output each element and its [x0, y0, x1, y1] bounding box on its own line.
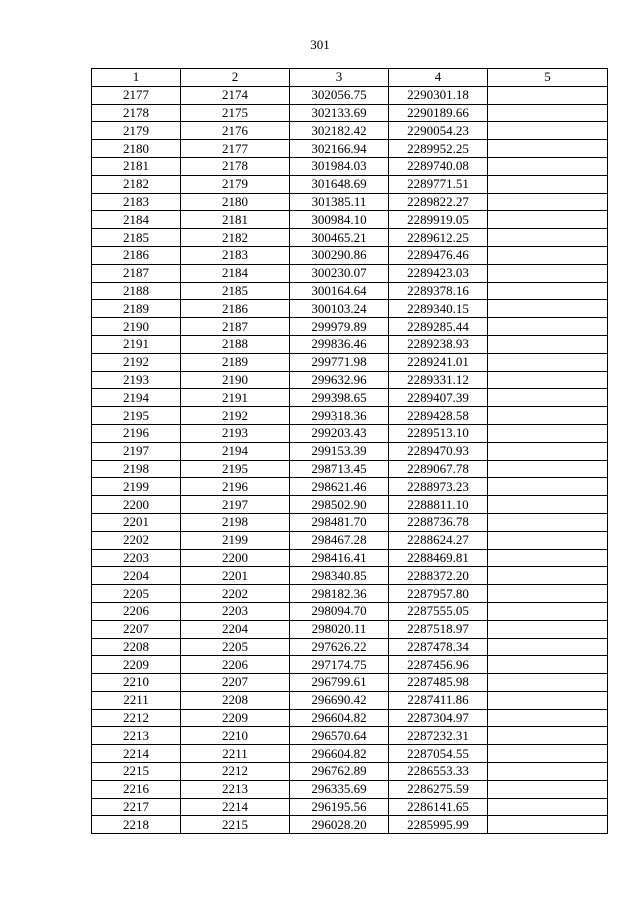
table-cell-col-5: [488, 140, 608, 158]
table-cell-col-4: 2289067.78: [389, 460, 488, 478]
table-cell-col-1: 2178: [92, 104, 181, 122]
table-cell-col-4: 2287054.55: [389, 745, 488, 763]
table-cell-col-2: 2175: [181, 104, 290, 122]
table-row: [92, 211, 608, 229]
table-cell-col-5: [488, 157, 608, 175]
table-row: [92, 602, 608, 620]
table-cell-col-2: 2185: [181, 282, 290, 300]
table-cell-col-5: [488, 816, 608, 834]
table-row: [92, 496, 608, 514]
table-cell-col-5: [488, 211, 608, 229]
table-cell-col-5: [488, 122, 608, 140]
table-cell-col-2: 2174: [181, 86, 290, 104]
table-cell-col-4: 2289331.12: [389, 371, 488, 389]
table-row: [92, 709, 608, 727]
table-row: [92, 389, 608, 407]
table-cell-col-4: 2290301.18: [389, 86, 488, 104]
table-cell-col-1: 2202: [92, 531, 181, 549]
table-cell-col-1: 2203: [92, 549, 181, 567]
table-cell-col-1: 2186: [92, 246, 181, 264]
column-header-1: 1: [92, 69, 181, 87]
table-cell-col-2: 2179: [181, 175, 290, 193]
table-cell-col-5: [488, 780, 608, 798]
table-cell-col-4: 2290054.23: [389, 122, 488, 140]
table-cell-col-2: 2214: [181, 798, 290, 816]
table-cell-col-5: [488, 424, 608, 442]
table-cell-col-1: 2180: [92, 140, 181, 158]
table-cell-col-4: 2288372.20: [389, 567, 488, 585]
table-cell-col-5: [488, 531, 608, 549]
table-cell-col-4: 2289378.16: [389, 282, 488, 300]
table-cell-col-2: 2204: [181, 620, 290, 638]
table-cell-col-4: 2289241.01: [389, 353, 488, 371]
table-cell-col-1: 2209: [92, 656, 181, 674]
table-cell-col-4: 2287304.97: [389, 709, 488, 727]
table-body: [92, 86, 608, 833]
table-cell-col-2: 2208: [181, 691, 290, 709]
table-cell-col-1: 2197: [92, 442, 181, 460]
table-cell-col-5: [488, 442, 608, 460]
table-cell-col-1: 2193: [92, 371, 181, 389]
table-row: [92, 335, 608, 353]
table-row: [92, 674, 608, 692]
table-cell-col-4: 2289340.15: [389, 300, 488, 318]
table-cell-col-4: 2289423.03: [389, 264, 488, 282]
table-row: [92, 780, 608, 798]
table-cell-col-1: 2182: [92, 175, 181, 193]
table-cell-col-3: 299836.46: [290, 335, 389, 353]
table-cell-col-4: 2289771.51: [389, 175, 488, 193]
table-cell-col-1: 2194: [92, 389, 181, 407]
table-cell-col-5: [488, 104, 608, 122]
table-row: [92, 478, 608, 496]
table-cell-col-2: 2199: [181, 531, 290, 549]
table-cell-col-2: 2202: [181, 585, 290, 603]
header-row: [92, 69, 608, 87]
table-cell-col-3: 300230.07: [290, 264, 389, 282]
table-row: [92, 157, 608, 175]
table-cell-col-5: [488, 691, 608, 709]
table-cell-col-5: [488, 175, 608, 193]
table-cell-col-1: 2207: [92, 620, 181, 638]
table-cell-col-3: 297174.75: [290, 656, 389, 674]
table-cell-col-5: [488, 638, 608, 656]
table-cell-col-5: [488, 585, 608, 603]
coordinates-table: [91, 68, 608, 834]
table-cell-col-2: 2178: [181, 157, 290, 175]
table-cell-col-1: 2196: [92, 424, 181, 442]
table-cell-col-1: 2204: [92, 567, 181, 585]
table-cell-col-1: 2181: [92, 157, 181, 175]
table-row: [92, 691, 608, 709]
table-cell-col-5: [488, 246, 608, 264]
table-row: [92, 140, 608, 158]
table-cell-col-1: 2216: [92, 780, 181, 798]
table-cell-col-5: [488, 745, 608, 763]
table-cell-col-5: [488, 567, 608, 585]
table-cell-col-2: 2197: [181, 496, 290, 514]
table-cell-col-5: [488, 602, 608, 620]
table-cell-col-4: 2287456.96: [389, 656, 488, 674]
table-cell-col-2: 2207: [181, 674, 290, 692]
table-cell-col-3: 298502.90: [290, 496, 389, 514]
table-cell-col-2: 2190: [181, 371, 290, 389]
table-row: [92, 282, 608, 300]
table-cell-col-1: 2211: [92, 691, 181, 709]
table-cell-col-5: [488, 300, 608, 318]
table-row: [92, 620, 608, 638]
table-row: [92, 585, 608, 603]
table-cell-col-2: 2189: [181, 353, 290, 371]
table-cell-col-5: [488, 318, 608, 336]
table-cell-col-2: 2188: [181, 335, 290, 353]
table-row: [92, 567, 608, 585]
table-cell-col-5: [488, 86, 608, 104]
table-cell-col-2: 2206: [181, 656, 290, 674]
table-cell-col-2: 2209: [181, 709, 290, 727]
table-cell-col-2: 2192: [181, 407, 290, 425]
table-cell-col-2: 2211: [181, 745, 290, 763]
table-cell-col-4: 2289407.39: [389, 389, 488, 407]
table-cell-col-3: 300290.86: [290, 246, 389, 264]
table-row: [92, 318, 608, 336]
table-cell-col-1: 2188: [92, 282, 181, 300]
table-row: [92, 638, 608, 656]
table-cell-col-2: 2205: [181, 638, 290, 656]
table-row: [92, 353, 608, 371]
table-row: [92, 656, 608, 674]
table-cell-col-3: 299203.43: [290, 424, 389, 442]
table-cell-col-2: 2180: [181, 193, 290, 211]
table-cell-col-4: 2286275.59: [389, 780, 488, 798]
table-cell-col-1: 2198: [92, 460, 181, 478]
table-cell-col-2: 2203: [181, 602, 290, 620]
table-cell-col-1: 2179: [92, 122, 181, 140]
table-cell-col-2: 2181: [181, 211, 290, 229]
table-cell-col-5: [488, 282, 608, 300]
table-cell-col-4: 2289238.93: [389, 335, 488, 353]
table-row: [92, 531, 608, 549]
table-cell-col-1: 2213: [92, 727, 181, 745]
table-cell-col-4: 2289470.93: [389, 442, 488, 460]
table-cell-col-5: [488, 496, 608, 514]
table-cell-col-1: 2218: [92, 816, 181, 834]
table-cell-col-4: 2289822.27: [389, 193, 488, 211]
table-cell-col-3: 302182.42: [290, 122, 389, 140]
table-row: [92, 460, 608, 478]
table-cell-col-4: 2289476.46: [389, 246, 488, 264]
table-cell-col-2: 2182: [181, 229, 290, 247]
table-row: [92, 300, 608, 318]
table-cell-col-4: 2286553.33: [389, 763, 488, 781]
table-cell-col-1: 2184: [92, 211, 181, 229]
table-cell-col-3: 296799.61: [290, 674, 389, 692]
table-cell-col-1: 2190: [92, 318, 181, 336]
table-row: [92, 86, 608, 104]
column-header-2: 2: [181, 69, 290, 87]
table-cell-col-4: 2289919.05: [389, 211, 488, 229]
table-cell-col-1: 2212: [92, 709, 181, 727]
table-cell-col-5: [488, 193, 608, 211]
table-cell-col-3: 298020.11: [290, 620, 389, 638]
table-cell-col-3: 300164.64: [290, 282, 389, 300]
table-cell-col-3: 300984.10: [290, 211, 389, 229]
column-header-5: 5: [488, 69, 608, 87]
table-cell-col-3: 296690.42: [290, 691, 389, 709]
table-cell-col-5: [488, 763, 608, 781]
table-cell-col-3: 296028.20: [290, 816, 389, 834]
table-cell-col-5: [488, 264, 608, 282]
table-cell-col-4: 2285995.99: [389, 816, 488, 834]
table-cell-col-4: 2288624.27: [389, 531, 488, 549]
table-cell-col-3: 298340.85: [290, 567, 389, 585]
table-row: [92, 407, 608, 425]
table-cell-col-3: 298467.28: [290, 531, 389, 549]
table-cell-col-1: 2206: [92, 602, 181, 620]
table-cell-col-1: 2191: [92, 335, 181, 353]
table-cell-col-4: 2289428.58: [389, 407, 488, 425]
table-cell-col-2: 2215: [181, 816, 290, 834]
table-cell-col-3: 301648.69: [290, 175, 389, 193]
table-cell-col-5: [488, 674, 608, 692]
table-cell-col-2: 2210: [181, 727, 290, 745]
table-cell-col-1: 2183: [92, 193, 181, 211]
table-cell-col-4: 2289285.44: [389, 318, 488, 336]
table-cell-col-1: 2217: [92, 798, 181, 816]
table-row: [92, 104, 608, 122]
table-cell-col-3: 296570.64: [290, 727, 389, 745]
table-cell-col-1: 2214: [92, 745, 181, 763]
table-cell-col-5: [488, 478, 608, 496]
table-cell-col-3: 298481.70: [290, 513, 389, 531]
table-cell-col-3: 296335.69: [290, 780, 389, 798]
table-cell-col-3: 296604.82: [290, 745, 389, 763]
table-cell-col-5: [488, 407, 608, 425]
table-row: [92, 442, 608, 460]
table-row: [92, 424, 608, 442]
table-row: [92, 798, 608, 816]
table-cell-col-2: 2184: [181, 264, 290, 282]
table-cell-col-2: 2186: [181, 300, 290, 318]
table-cell-col-4: 2287411.86: [389, 691, 488, 709]
table-cell-col-5: [488, 371, 608, 389]
table-cell-col-2: 2193: [181, 424, 290, 442]
table-cell-col-3: 299153.39: [290, 442, 389, 460]
table-cell-col-1: 2200: [92, 496, 181, 514]
table-cell-col-3: 300103.24: [290, 300, 389, 318]
table-cell-col-5: [488, 727, 608, 745]
table-cell-col-3: 296762.89: [290, 763, 389, 781]
table-cell-col-5: [488, 513, 608, 531]
column-header-3: 3: [290, 69, 389, 87]
table-cell-col-3: 296604.82: [290, 709, 389, 727]
table-cell-col-3: 298182.36: [290, 585, 389, 603]
table-row: [92, 745, 608, 763]
table-cell-col-4: 2289612.25: [389, 229, 488, 247]
table-cell-col-3: 296195.56: [290, 798, 389, 816]
table-cell-col-2: 2177: [181, 140, 290, 158]
table-cell-col-2: 2213: [181, 780, 290, 798]
table-cell-col-1: 2192: [92, 353, 181, 371]
table-cell-col-1: 2185: [92, 229, 181, 247]
table-cell-col-2: 2212: [181, 763, 290, 781]
table-row: [92, 763, 608, 781]
table-cell-col-4: 2289740.08: [389, 157, 488, 175]
table-cell-col-3: 299318.36: [290, 407, 389, 425]
table-cell-col-4: 2286141.65: [389, 798, 488, 816]
table-cell-col-2: 2195: [181, 460, 290, 478]
table-cell-col-3: 298416.41: [290, 549, 389, 567]
table-cell-col-1: 2205: [92, 585, 181, 603]
table-row: [92, 229, 608, 247]
table-cell-col-5: [488, 353, 608, 371]
table-cell-col-4: 2287232.31: [389, 727, 488, 745]
table-row: [92, 371, 608, 389]
table-cell-col-4: 2288469.81: [389, 549, 488, 567]
table-cell-col-3: 298621.46: [290, 478, 389, 496]
table-cell-col-1: 2215: [92, 763, 181, 781]
table-row: [92, 246, 608, 264]
table-row: [92, 816, 608, 834]
table-cell-col-4: 2289952.25: [389, 140, 488, 158]
table-cell-col-3: 301984.03: [290, 157, 389, 175]
table-row: [92, 264, 608, 282]
table-cell-col-3: 298713.45: [290, 460, 389, 478]
table-cell-col-3: 299632.96: [290, 371, 389, 389]
table-cell-col-5: [488, 335, 608, 353]
table-cell-col-3: 300465.21: [290, 229, 389, 247]
table-cell-col-1: 2208: [92, 638, 181, 656]
table-cell-col-2: 2201: [181, 567, 290, 585]
table-cell-col-2: 2194: [181, 442, 290, 460]
table-cell-col-5: [488, 229, 608, 247]
table-cell-col-3: 297626.22: [290, 638, 389, 656]
table-cell-col-1: 2201: [92, 513, 181, 531]
table-row: [92, 122, 608, 140]
table-cell-col-5: [488, 798, 608, 816]
table-cell-col-2: 2187: [181, 318, 290, 336]
table-cell-col-4: 2289513.10: [389, 424, 488, 442]
table-cell-col-4: 2288973.23: [389, 478, 488, 496]
table-row: [92, 727, 608, 745]
table-cell-col-4: 2288811.10: [389, 496, 488, 514]
table-row: [92, 193, 608, 211]
table-cell-col-2: 2183: [181, 246, 290, 264]
table-cell-col-4: 2287478.34: [389, 638, 488, 656]
table-cell-col-3: 302166.94: [290, 140, 389, 158]
table-cell-col-1: 2177: [92, 86, 181, 104]
table-cell-col-4: 2287518.97: [389, 620, 488, 638]
table-cell-col-1: 2195: [92, 407, 181, 425]
table-cell-col-5: [488, 709, 608, 727]
table-cell-col-4: 2287957.80: [389, 585, 488, 603]
table-cell-col-3: 302056.75: [290, 86, 389, 104]
table-cell-col-5: [488, 460, 608, 478]
table-cell-col-2: 2198: [181, 513, 290, 531]
table-cell-col-1: 2199: [92, 478, 181, 496]
table-row: [92, 513, 608, 531]
table-cell-col-5: [488, 389, 608, 407]
table-cell-col-4: 2288736.78: [389, 513, 488, 531]
table-cell-col-1: 2187: [92, 264, 181, 282]
table-cell-col-1: 2210: [92, 674, 181, 692]
table-cell-col-3: 299771.98: [290, 353, 389, 371]
table-cell-col-5: [488, 549, 608, 567]
table-cell-col-3: 301385.11: [290, 193, 389, 211]
page-number: 301: [310, 37, 330, 52]
table-cell-col-4: 2290189.66: [389, 104, 488, 122]
table-row: [92, 549, 608, 567]
table-cell-col-3: 298094.70: [290, 602, 389, 620]
table-cell-col-5: [488, 620, 608, 638]
table-row: [92, 175, 608, 193]
table-cell-col-3: 299979.89: [290, 318, 389, 336]
table-cell-col-2: 2191: [181, 389, 290, 407]
table-cell-col-3: 299398.65: [290, 389, 389, 407]
table-cell-col-1: 2189: [92, 300, 181, 318]
table-cell-col-3: 302133.69: [290, 104, 389, 122]
table-cell-col-2: 2200: [181, 549, 290, 567]
table-cell-col-5: [488, 656, 608, 674]
table-cell-col-2: 2176: [181, 122, 290, 140]
table-cell-col-4: 2287485.98: [389, 674, 488, 692]
table-cell-col-2: 2196: [181, 478, 290, 496]
column-header-4: 4: [389, 69, 488, 87]
table-cell-col-4: 2287555.05: [389, 602, 488, 620]
